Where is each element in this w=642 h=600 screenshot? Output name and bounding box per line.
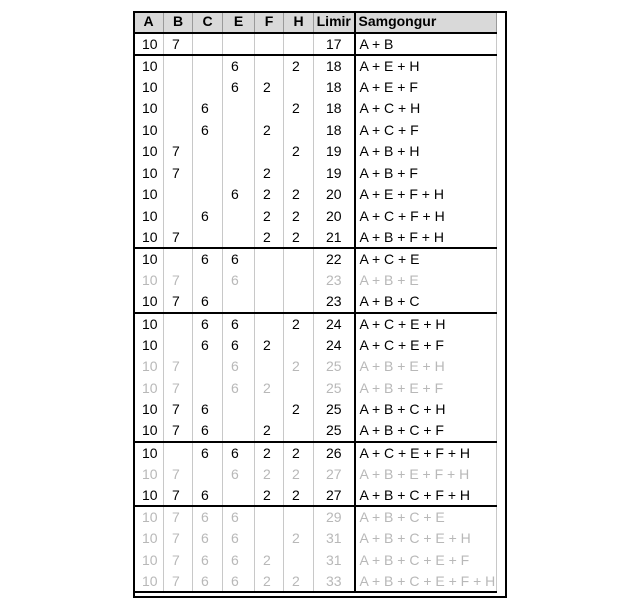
cell-e[interactable]	[223, 205, 255, 227]
table-row	[134, 334, 497, 356]
cell-b[interactable]	[164, 442, 193, 464]
table-row	[134, 528, 497, 550]
cell-a[interactable]: 10	[134, 141, 164, 163]
cell-limir[interactable]: 27	[314, 463, 355, 485]
cell-limir[interactable]: 27	[314, 485, 355, 507]
cell-b[interactable]: 7	[164, 270, 193, 292]
cell-c[interactable]: 6	[193, 549, 223, 571]
cell-b[interactable]: 7	[164, 549, 193, 571]
cell-c[interactable]	[193, 33, 223, 55]
table-row	[134, 270, 497, 292]
cell-e[interactable]: 6	[223, 506, 255, 528]
cell-e[interactable]: 6	[223, 463, 255, 485]
cell-limir[interactable]: 23	[314, 270, 355, 292]
cell-b[interactable]: 7	[164, 291, 193, 313]
cell-c[interactable]: 6	[193, 485, 223, 507]
cell-e[interactable]: 6	[223, 549, 255, 571]
cell-b[interactable]: 7	[164, 33, 193, 55]
table-row	[134, 313, 497, 335]
table-row	[134, 248, 497, 270]
cell-limir[interactable]: 24	[314, 334, 355, 356]
cell-f[interactable]	[255, 141, 284, 163]
cell-c[interactable]: 6	[193, 420, 223, 442]
cell-limir[interactable]: 22	[314, 248, 355, 270]
col-header-e[interactable]: E	[223, 11, 255, 33]
cell-f[interactable]: 2	[255, 227, 284, 249]
table-row	[134, 549, 497, 571]
cell-samgongur[interactable]: A + C + E	[355, 248, 497, 270]
cell-a[interactable]: 10	[134, 506, 164, 528]
cell-b[interactable]: 7	[164, 377, 193, 399]
cell-c[interactable]: 6	[193, 334, 223, 356]
combination-table	[133, 11, 497, 593]
cell-a[interactable]: 10	[134, 549, 164, 571]
cell-samgongur[interactable]: A + B + C + E + H	[355, 528, 497, 550]
cell-h[interactable]	[284, 248, 314, 270]
cell-c[interactable]	[193, 184, 223, 206]
cell-h[interactable]: 2	[284, 571, 314, 593]
cell-c[interactable]: 6	[193, 248, 223, 270]
cell-h[interactable]	[284, 334, 314, 356]
cell-samgongur[interactable]: A + B + C + F + H	[355, 485, 497, 507]
cell-limir[interactable]: 21	[314, 227, 355, 249]
cell-h[interactable]	[284, 270, 314, 292]
cell-a[interactable]: 10	[134, 463, 164, 485]
cell-f[interactable]: 2	[255, 442, 284, 464]
cell-h[interactable]	[284, 506, 314, 528]
cell-a[interactable]: 10	[134, 162, 164, 184]
cell-a[interactable]: 10	[134, 334, 164, 356]
cell-b[interactable]: 7	[164, 399, 193, 421]
cell-c[interactable]	[193, 76, 223, 98]
cell-b[interactable]	[164, 119, 193, 141]
cell-h[interactable]	[284, 420, 314, 442]
cell-a[interactable]: 10	[134, 184, 164, 206]
cell-a[interactable]: 10	[134, 98, 164, 120]
cell-limir[interactable]: 31	[314, 528, 355, 550]
table-row	[134, 377, 497, 399]
cell-c[interactable]: 6	[193, 399, 223, 421]
cell-c[interactable]	[193, 55, 223, 77]
cell-limir[interactable]: 33	[314, 571, 355, 593]
cell-f[interactable]: 2	[255, 184, 284, 206]
cell-e[interactable]: 6	[223, 377, 255, 399]
cell-a[interactable]: 10	[134, 55, 164, 77]
cell-c[interactable]	[193, 270, 223, 292]
cell-limir[interactable]: 24	[314, 313, 355, 335]
cell-b[interactable]	[164, 205, 193, 227]
cell-c[interactable]: 6	[193, 205, 223, 227]
table-row	[134, 162, 497, 184]
table-row	[134, 571, 497, 593]
cell-b[interactable]: 7	[164, 227, 193, 249]
cell-e[interactable]	[223, 227, 255, 249]
cell-c[interactable]: 6	[193, 119, 223, 141]
cell-a[interactable]: 10	[134, 313, 164, 335]
cell-h[interactable]: 2	[284, 205, 314, 227]
cell-samgongur[interactable]: A + B + H	[355, 141, 497, 163]
cell-e[interactable]: 6	[223, 334, 255, 356]
cell-a[interactable]: 10	[134, 485, 164, 507]
cell-samgongur[interactable]: A + B + C + F	[355, 420, 497, 442]
table-row	[134, 356, 497, 378]
cell-h[interactable]	[284, 76, 314, 98]
col-header-b[interactable]: B	[164, 11, 193, 33]
cell-f[interactable]: 2	[255, 76, 284, 98]
cell-e[interactable]: 6	[223, 270, 255, 292]
cell-c[interactable]: 6	[193, 571, 223, 593]
table-row	[134, 55, 497, 77]
cell-b[interactable]: 7	[164, 463, 193, 485]
cell-f[interactable]	[255, 506, 284, 528]
cell-a[interactable]: 10	[134, 528, 164, 550]
cell-limir[interactable]: 17	[314, 33, 355, 55]
cell-b[interactable]: 7	[164, 485, 193, 507]
cell-c[interactable]: 6	[193, 291, 223, 313]
cell-e[interactable]	[223, 291, 255, 313]
cell-b[interactable]: 7	[164, 162, 193, 184]
table-row	[134, 141, 497, 163]
cell-b[interactable]	[164, 248, 193, 270]
cell-h[interactable]: 2	[284, 356, 314, 378]
cell-f[interactable]: 2	[255, 571, 284, 593]
cell-h[interactable]	[284, 33, 314, 55]
cell-e[interactable]	[223, 119, 255, 141]
cell-c[interactable]: 6	[193, 313, 223, 335]
cell-b[interactable]	[164, 334, 193, 356]
cell-b[interactable]: 7	[164, 506, 193, 528]
col-header-limir[interactable]: Limir	[314, 11, 355, 33]
cell-e[interactable]: 6	[223, 313, 255, 335]
cell-f[interactable]	[255, 528, 284, 550]
table-row	[134, 98, 497, 120]
table-row	[134, 291, 497, 313]
cell-limir[interactable]: 25	[314, 399, 355, 421]
cell-b[interactable]: 7	[164, 420, 193, 442]
cell-e[interactable]: 6	[223, 55, 255, 77]
cell-c[interactable]: 6	[193, 442, 223, 464]
cell-samgongur[interactable]: A + B + E + H	[355, 356, 497, 378]
table-row	[134, 119, 497, 141]
col-header-h[interactable]: H	[284, 11, 314, 33]
cell-b[interactable]: 7	[164, 528, 193, 550]
cell-samgongur[interactable]: A + B + E + F	[355, 377, 497, 399]
cell-samgongur[interactable]: A + E + F	[355, 76, 497, 98]
cell-limir[interactable]: 25	[314, 420, 355, 442]
cell-limir[interactable]: 18	[314, 55, 355, 77]
cell-c[interactable]	[193, 141, 223, 163]
cell-a[interactable]: 10	[134, 227, 164, 249]
cell-samgongur[interactable]: A + C + F	[355, 119, 497, 141]
table-row	[134, 463, 497, 485]
cell-f[interactable]	[255, 399, 284, 421]
cell-h[interactable]	[284, 291, 314, 313]
cell-limir[interactable]: 20	[314, 205, 355, 227]
cell-e[interactable]	[223, 420, 255, 442]
table-row	[134, 205, 497, 227]
cell-f[interactable]	[255, 55, 284, 77]
cell-h[interactable]: 2	[284, 98, 314, 120]
cell-h[interactable]	[284, 162, 314, 184]
cell-limir[interactable]: 25	[314, 356, 355, 378]
cell-samgongur[interactable]: A + B + C	[355, 291, 497, 313]
cell-h[interactable]	[284, 119, 314, 141]
cell-c[interactable]: 6	[193, 98, 223, 120]
cell-h[interactable]: 2	[284, 528, 314, 550]
cell-a[interactable]: 10	[134, 377, 164, 399]
cell-c[interactable]	[193, 377, 223, 399]
cell-c[interactable]	[193, 162, 223, 184]
cell-samgongur[interactable]: A + C + F + H	[355, 205, 497, 227]
table-row	[134, 485, 497, 507]
cell-limir[interactable]: 19	[314, 141, 355, 163]
cell-e[interactable]: 6	[223, 184, 255, 206]
cell-e[interactable]	[223, 98, 255, 120]
cell-h[interactable]: 2	[284, 399, 314, 421]
col-header-f[interactable]: F	[255, 11, 284, 33]
cell-a[interactable]: 10	[134, 205, 164, 227]
cell-c[interactable]	[193, 356, 223, 378]
table-row	[134, 33, 497, 55]
cell-h[interactable]: 2	[284, 442, 314, 464]
cell-f[interactable]: 2	[255, 420, 284, 442]
cell-e[interactable]: 6	[223, 571, 255, 593]
cell-e[interactable]: 6	[223, 248, 255, 270]
cell-f[interactable]	[255, 248, 284, 270]
cell-limir[interactable]: 18	[314, 76, 355, 98]
cell-a[interactable]: 10	[134, 420, 164, 442]
cell-limir[interactable]: 18	[314, 119, 355, 141]
cell-f[interactable]: 2	[255, 334, 284, 356]
cell-samgongur[interactable]: A + C + E + F + H	[355, 442, 497, 464]
cell-a[interactable]: 10	[134, 399, 164, 421]
cell-c[interactable]	[193, 227, 223, 249]
cell-limir[interactable]: 31	[314, 549, 355, 571]
table-row	[134, 76, 497, 98]
cell-limir[interactable]: 29	[314, 506, 355, 528]
cell-b[interactable]: 7	[164, 571, 193, 593]
cell-e[interactable]	[223, 33, 255, 55]
col-header-c[interactable]: C	[193, 11, 223, 33]
cell-f[interactable]: 2	[255, 463, 284, 485]
cell-a[interactable]: 10	[134, 119, 164, 141]
cell-a[interactable]: 10	[134, 442, 164, 464]
cell-b[interactable]	[164, 184, 193, 206]
table-row	[134, 399, 497, 421]
cell-limir[interactable]: 20	[314, 184, 355, 206]
cell-h[interactable]: 2	[284, 184, 314, 206]
cell-a[interactable]: 10	[134, 571, 164, 593]
cell-h[interactable]: 2	[284, 141, 314, 163]
cell-samgongur[interactable]: A + B + C + E + F + H	[355, 571, 497, 593]
cell-h[interactable]: 2	[284, 463, 314, 485]
cell-f[interactable]	[255, 291, 284, 313]
cell-limir[interactable]: 25	[314, 377, 355, 399]
cell-samgongur[interactable]: A + E + F + H	[355, 184, 497, 206]
cell-samgongur[interactable]: A + B	[355, 33, 497, 55]
cell-samgongur[interactable]: A + C + E + H	[355, 313, 497, 335]
cell-e[interactable]: 6	[223, 442, 255, 464]
cell-h[interactable]: 2	[284, 485, 314, 507]
cell-a[interactable]: 10	[134, 356, 164, 378]
cell-f[interactable]	[255, 313, 284, 335]
cell-samgongur[interactable]: A + B + C + E + F	[355, 549, 497, 571]
cell-limir[interactable]: 19	[314, 162, 355, 184]
cell-a[interactable]: 10	[134, 33, 164, 55]
cell-e[interactable]	[223, 141, 255, 163]
cell-b[interactable]	[164, 98, 193, 120]
cell-e[interactable]	[223, 399, 255, 421]
cell-f[interactable]: 2	[255, 205, 284, 227]
cell-samgongur[interactable]: A + B + E + F + H	[355, 463, 497, 485]
header-row	[134, 11, 497, 33]
cell-e[interactable]: 6	[223, 356, 255, 378]
table-row	[134, 442, 497, 464]
cell-e[interactable]	[223, 162, 255, 184]
cell-f[interactable]	[255, 98, 284, 120]
cell-f[interactable]: 2	[255, 485, 284, 507]
cell-a[interactable]: 10	[134, 270, 164, 292]
cell-samgongur[interactable]: A + E + H	[355, 55, 497, 77]
cell-f[interactable]: 2	[255, 119, 284, 141]
cell-h[interactable]: 2	[284, 313, 314, 335]
cell-limir[interactable]: 23	[314, 291, 355, 313]
cell-c[interactable]: 6	[193, 528, 223, 550]
cell-f[interactable]	[255, 356, 284, 378]
col-header-a[interactable]: A	[134, 11, 164, 33]
cell-samgongur[interactable]: A + C + E + F	[355, 334, 497, 356]
cell-a[interactable]: 10	[134, 76, 164, 98]
table-row	[134, 184, 497, 206]
cell-a[interactable]: 10	[134, 291, 164, 313]
cell-h[interactable]: 2	[284, 227, 314, 249]
cell-e[interactable]: 6	[223, 528, 255, 550]
cell-samgongur[interactable]: A + B + E	[355, 270, 497, 292]
cell-b[interactable]	[164, 55, 193, 77]
cell-c[interactable]: 6	[193, 506, 223, 528]
cell-h[interactable]	[284, 549, 314, 571]
cell-b[interactable]	[164, 76, 193, 98]
cell-f[interactable]: 2	[255, 162, 284, 184]
cell-e[interactable]	[223, 485, 255, 507]
cell-h[interactable]: 2	[284, 55, 314, 77]
cell-c[interactable]	[193, 463, 223, 485]
table-row	[134, 420, 497, 442]
cell-limir[interactable]: 18	[314, 98, 355, 120]
cell-samgongur[interactable]: A + B + C + H	[355, 399, 497, 421]
cell-f[interactable]	[255, 33, 284, 55]
cell-e[interactable]: 6	[223, 76, 255, 98]
table-row	[134, 506, 497, 528]
cell-f[interactable]	[255, 270, 284, 292]
cell-limir[interactable]: 26	[314, 442, 355, 464]
cell-b[interactable]: 7	[164, 356, 193, 378]
cell-samgongur[interactable]: A + B + F	[355, 162, 497, 184]
cell-samgongur[interactable]: A + C + H	[355, 98, 497, 120]
cell-b[interactable]	[164, 313, 193, 335]
cell-a[interactable]: 10	[134, 248, 164, 270]
table-row	[134, 227, 497, 249]
cell-b[interactable]: 7	[164, 141, 193, 163]
cell-h[interactable]	[284, 377, 314, 399]
cell-samgongur[interactable]: A + B + C + E	[355, 506, 497, 528]
cell-f[interactable]: 2	[255, 377, 284, 399]
cell-samgongur[interactable]: A + B + F + H	[355, 227, 497, 249]
cell-f[interactable]: 2	[255, 549, 284, 571]
col-header-samgongur[interactable]: Samgongur	[355, 11, 497, 33]
